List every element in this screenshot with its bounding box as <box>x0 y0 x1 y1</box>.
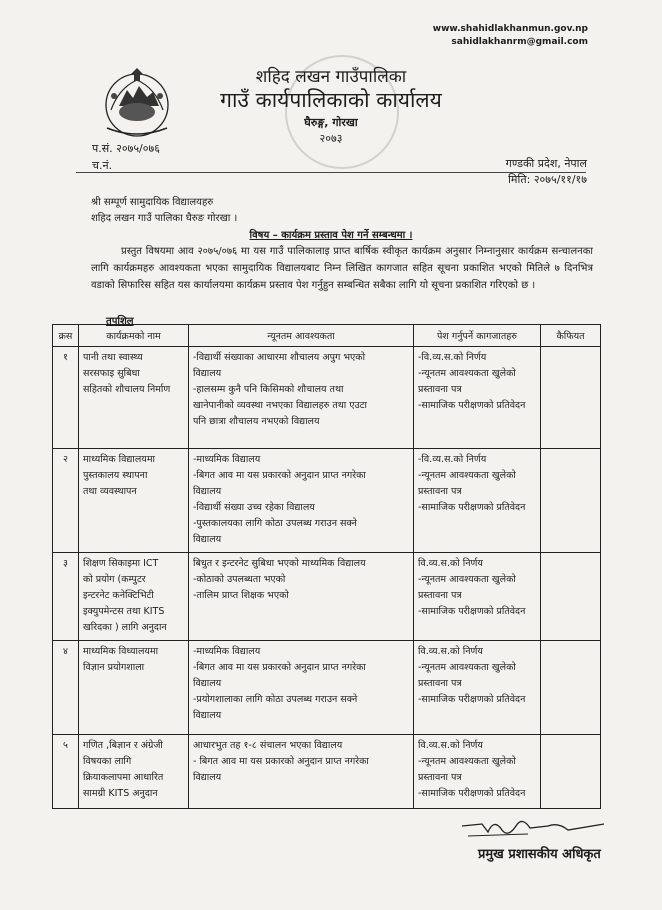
reference-number: प.सं. २०७५/०७६ <box>92 142 160 155</box>
row-documents: वि.व्य.स.को निर्णय -न्यूनतम आवश्यकता खुलेको प्रस्तावना पत्र -सामाजिक परीक्षणको प्रतिवेदन <box>414 735 541 809</box>
row-program-name: गणित ,बिज्ञान र अंग्रेजी विषयका लागि क्रियाकलापमा आधारित सामग्री KITS अनुदान <box>79 735 189 809</box>
office-location: घैरुङ्ग, गोरखा <box>304 116 358 129</box>
office-title: गाउँ कार्यपालिकाको कार्यालय <box>220 88 442 112</box>
row-remarks <box>541 347 601 449</box>
row-remarks <box>541 449 601 553</box>
row-sn: ३ <box>53 553 79 641</box>
recipient-line-1: श्री सम्पूर्ण सामुदायिक विद्यालयहरु <box>91 197 214 208</box>
row-program-name: शिक्षण सिकाइमा ICT को प्रयोग (कम्पुटर इन्टरनेट कनेक्टिभिटी इक्युपमेन्टस तथा KITS खरिदका ) लागि अनुदान <box>79 553 189 641</box>
dispatch-number: च.नं. <box>92 159 113 172</box>
row-documents: वि.व्य.स.को निर्णय -न्यूनतम आवश्यकता खुलेको प्रस्तावना पत्र -सामाजिक परीक्षणको प्रतिवेदन <box>414 641 541 735</box>
handwritten-signature <box>458 808 608 844</box>
row-program-name: माध्यमिक विध्यालयमा विज्ञान प्रयोगशाला <box>79 641 189 735</box>
row-remarks <box>541 641 601 735</box>
row-sn: १ <box>53 347 79 449</box>
province-text: गण्डकी प्रदेश, नेपाल <box>505 157 587 170</box>
col-header-remarks: कैफियत <box>541 325 601 347</box>
signatory-title: प्रमुख प्रशासकीय अधिकृत <box>478 847 601 862</box>
row-documents: -वि.व्य.स.को निर्णय -न्यूनतम आवश्यकता खुलेको प्रस्तावना पत्र -सामाजिक परीक्षणको प्रतिवेदन <box>414 449 541 553</box>
row-program-name: पानी तथा स्वास्थ्य सरसफाइ सुबिधा सहितको शौचालय निर्माण <box>79 347 189 449</box>
row-requirement: -माध्यमिक विद्यालय -बिगत आव मा यस प्रकारको अनुदान प्राप्त नगरेका विद्यालय -प्रयोगशालाका लागि कोठा उपलब्ध गराउन सक्ने विद्यालय <box>189 641 414 735</box>
col-header-documents: पेश गर्नुपर्ने कागजातहरु <box>414 325 541 347</box>
row-requirement: बिधुत र इन्टरनेट सुबिधा भएको माध्यमिक विद्यालय -कोठाको उपलब्धता भएको -तालिम प्राप्त शिक्षक भएको <box>189 553 414 641</box>
email-text: sahidlakhanrm@gmail.com <box>451 37 588 47</box>
row-remarks <box>541 735 601 809</box>
table-row <box>53 735 601 809</box>
letter-body: प्रस्तुत विषयमा आव २०७५/०७६ मा यस गाउँ पालिकालाइ प्राप्त बार्षिक स्वीकृत कार्यक्रम अनुसार निम्नानुसार कार्यक्रम सन्चालनका लागि कार्यक्रमहरु आवश्यकता भएका सामुदायिक विद्यालयबाट निम्न लिखित कागजात सहित सूचना प्रकाशित भएको मितिले ७ दिनभित्र वडाको सिफारिस सहित यस कार्यालयमा कार्यक्रम प्रस्ताव पेश गर्नुहुन सम्बन्धित सबैका लागि यो सूचना प्रकाशित गरिएको छ । <box>91 246 593 291</box>
letter-date: मिति: २०७५/११/१७ <box>508 173 587 186</box>
website-text: www.shahidlakhanmun.gov.np <box>432 24 588 34</box>
table-row <box>53 449 601 553</box>
details-label: तपशिल <box>106 316 134 327</box>
row-requirement: आधारभुत तह १-८ संचालन भएका विद्यालय - बिगत आव मा यस प्रकारको अनुदान प्राप्त नगरेका विद्यालय <box>189 735 414 809</box>
recipient-line-2: शहिद लखन गाउँ पालिका घैरुङ गोरखा । <box>91 213 238 224</box>
program-table <box>52 324 601 809</box>
table-row <box>53 553 601 641</box>
col-header-minimum-requirement: न्यूनतम आवश्यकता <box>189 325 414 347</box>
table-row <box>53 347 601 449</box>
row-documents: वि.व्य.स.को निर्णय -न्यूनतम आवश्यकता खुलेको प्रस्तावना पत्र -सामाजिक परीक्षणको प्रतिवेदन <box>414 553 541 641</box>
letter-subject: विषय – कार्यक्रम प्रस्ताव पेश गर्ने सम्बन्धमा । <box>249 230 413 241</box>
row-requirement: -माध्यमिक विद्यालय -बिगत आव मा यस प्रकारको अनुदान प्राप्त नगरेका विद्यालय -विद्यार्थी संख्या उच्च रहेका विद्यालय -पुस्तकालयका लागि कोठा उपलब्ध गराउन सक्ने विद्यालय <box>189 449 414 553</box>
office-year: २०७३ <box>319 132 343 145</box>
col-header-program-name: कार्यक्रमको नाम <box>79 325 189 347</box>
row-sn: ५ <box>53 735 79 809</box>
col-header-sn: क्रस <box>53 325 79 347</box>
row-sn: ४ <box>53 641 79 735</box>
row-documents: -वि.व्य.स.को निर्णय -न्यूनतम आवश्यकता खुलेको प्रस्तावना पत्र -सामाजिक परीक्षणको प्रतिवेदन <box>414 347 541 449</box>
org-name: शहिद लखन गाउँपालिका <box>255 67 407 87</box>
row-program-name: माध्यमिक विद्यालयमा पुस्तकालय स्थापना तथा व्यवस्थापन <box>79 449 189 553</box>
table-header-row <box>53 325 601 347</box>
row-remarks <box>541 553 601 641</box>
table-row <box>53 641 601 735</box>
row-requirement: -विद्यार्थी संख्याका आधारमा शौचालय अपुग भएको विद्यालय -हालसम्म कुनै पनि किसिमको शौचालय तथा खानेपानीको व्यवस्था नभएका विद्यालहरु तथा एउटा पनि छात्रा शौचालय नभएको विद्यालय <box>189 347 414 449</box>
row-sn: २ <box>53 449 79 553</box>
